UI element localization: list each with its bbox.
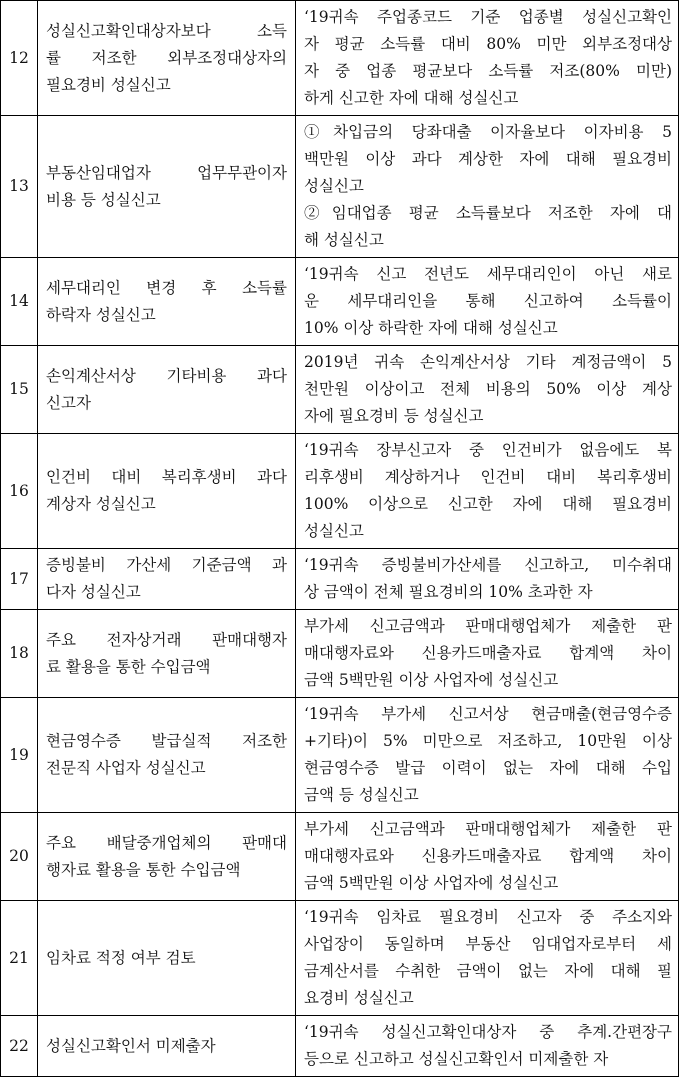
item-description-line: 100% 이상으로 신고한 자에 대해 필요경비 (304, 495, 672, 513)
table-row (1, 258, 679, 346)
table-body (1, 1, 679, 1077)
item-title (38, 549, 296, 610)
item-description-line: 운 세무대리인을 통해 신고하여 소득률이 (304, 292, 672, 310)
row-number: 21 (1, 901, 38, 1016)
item-description-line: ①차입금의 당좌대출 이자율보다 이자비용 5 (304, 123, 672, 141)
item-title-line: 료 활용을 통한 수입금액 (46, 657, 211, 676)
item-description-line: 부가세 신고금액과 판매대행업체가 제출한 판 (304, 820, 672, 838)
item-title-line: 증빙불비 가산세 기준금액 과 (46, 556, 287, 574)
table-row (1, 813, 679, 901)
row-number: 12 (1, 1, 38, 116)
item-title-line: 신고자 (46, 393, 91, 412)
item-description-line: ②임대업종 평균 소득률보다 저조한 자에 대 (304, 204, 672, 222)
row-number: 14 (1, 258, 38, 346)
item-title-line: 주요 전자상거래 판매대행자 (46, 630, 287, 649)
item-title-line: 성실신고확인대상자보다 소득 (46, 21, 287, 40)
item-description-line: ‘19귀속 장부신고자 중 인건비가 없음에도 복 (304, 441, 672, 459)
item-description-line: 요경비 성실신고 (304, 989, 414, 1007)
row-number: 22 (1, 1016, 38, 1077)
item-description-line: 자 평균 소득률 대비 80% 미만 외부조정대상 (304, 35, 672, 53)
item-description-line: 성실신고 (304, 522, 364, 540)
item-description-line: ‘19귀속 임차료 필요경비 신고자 중 주소지와 (304, 908, 672, 926)
item-title-line: 부동산임대업자 업무무관이자 (46, 163, 287, 182)
table-row (1, 1, 679, 116)
item-title-line: 비용 등 성실신고 (46, 190, 161, 209)
table-row (1, 901, 679, 1016)
item-description (296, 258, 679, 346)
item-title-line: 필요경비 성실신고 (46, 75, 171, 94)
item-description-line: 매대행자료와 신용카드매출자료 합계액 차이 (304, 644, 672, 662)
item-title (38, 698, 296, 813)
item-title (38, 610, 296, 698)
item-description-line: 현금영수증 발급 이력이 없는 자에 대해 수입 (304, 759, 672, 777)
item-description (296, 116, 679, 258)
item-title (38, 258, 296, 346)
item-description-line: 리후생비 계상하거나 인건비 대비 복리후생비 (304, 468, 672, 486)
item-description-line: 10% 이상 하락한 자에 대해 성실신고 (304, 319, 558, 337)
item-title-line: 현금영수증 발급실적 저조한 (46, 732, 287, 750)
item-description (296, 434, 679, 549)
item-title (38, 434, 296, 549)
item-description (296, 1016, 679, 1077)
table-row (1, 698, 679, 813)
row-number: 18 (1, 610, 38, 698)
item-title-line: 행자료 활용을 통한 수입금액 (46, 860, 241, 879)
item-title (38, 1016, 296, 1077)
item-description-line: ‘19귀속 성실신고확인대상자 중 추계.간편장구 (304, 1023, 672, 1041)
item-description-line: 해 성실신고 (304, 231, 384, 249)
item-description-line: 금계산서를 수취한 금액이 없는 자에 대해 필 (304, 962, 672, 980)
item-description-line: 천만원 이상이고 전체 비용의 50% 이상 계상 (304, 380, 672, 398)
item-description (296, 813, 679, 901)
item-title (38, 346, 296, 434)
item-title-line: 손익계산서상 기타비용 과다 (46, 366, 287, 385)
item-description-line: 금액 5백만원 이상 사업자에 성실신고 (304, 671, 559, 689)
table-row (1, 346, 679, 434)
row-number: 19 (1, 698, 38, 813)
item-title (38, 116, 296, 258)
item-title-line: 계상자 성실신고 (46, 495, 156, 513)
item-description-line: ‘19귀속 증빙불비가산세를 신고하고, 미수취대 (304, 556, 672, 574)
item-description (296, 1, 679, 116)
item-description-line: ‘19귀속 부가세 신고서상 현금매출(현금영수증 (304, 705, 672, 723)
item-description-line: 부가세 신고금액과 판매대행업체가 제출한 판 (304, 617, 672, 635)
item-description-line: 백만원 이상 과다 계상한 자에 대해 필요경비 (304, 150, 672, 168)
item-description (296, 346, 679, 434)
row-number: 20 (1, 813, 38, 901)
row-number: 15 (1, 346, 38, 434)
item-description (296, 901, 679, 1016)
table-row (1, 610, 679, 698)
item-description-line: 금액 등 성실신고 (304, 786, 419, 804)
item-description-line: 매대행자료와 신용카드매출자료 합계액 차이 (304, 847, 672, 865)
table-row (1, 1016, 679, 1077)
item-description (296, 610, 679, 698)
item-description-line: 성실신고 (304, 177, 364, 195)
item-title-line: 전문직 사업자 성실신고 (46, 759, 206, 777)
item-title-line: 하락자 성실신고 (46, 305, 156, 324)
item-title-line: 임차료 적정 여부 검토 (46, 948, 196, 967)
item-description-line: 자에 필요경비 등 성실신고 (304, 407, 484, 425)
item-title (38, 1, 296, 116)
item-description-line: 금액 5백만원 이상 사업자에 성실신고 (304, 874, 559, 892)
item-title-line: 성실신고확인서 미제출자 (46, 1036, 216, 1055)
item-description-line: ‘19귀속 신고 전년도 세무대리인이 아닌 새로 (304, 265, 672, 283)
table-row (1, 116, 679, 258)
item-title-line: 다자 성실신고 (46, 583, 141, 601)
item-description-line: 등으로 신고하고 성실신고확인서 미제출한 자 (304, 1050, 609, 1068)
item-description-line: ‘19귀속 주업종코드 기준 업종별 성실신고확인 (304, 8, 672, 26)
item-description-line: 상 금액이 전체 필요경비의 10% 초과한 자 (304, 583, 593, 601)
item-title-line: 주요 배달중개업체의 판매대 (46, 833, 287, 852)
item-description-line: 자 중 업종 평균보다 소득률 저조(80% 미만) (304, 62, 672, 80)
item-title (38, 901, 296, 1016)
item-title-line: 인건비 대비 복리후생비 과다 (46, 468, 287, 486)
item-description-line: 하게 신고한 자에 대해 성실신고 (304, 89, 519, 107)
row-number: 13 (1, 116, 38, 258)
table-row (1, 549, 679, 610)
item-description-line: +기타)이 5% 미만으로 저조하고, 10만원 이상 (304, 732, 672, 750)
item-description (296, 698, 679, 813)
table-row (1, 434, 679, 549)
item-title (38, 813, 296, 901)
row-number: 16 (1, 434, 38, 549)
item-description (296, 549, 679, 610)
row-number: 17 (1, 549, 38, 610)
item-description-line: 사업장이 동일하며 부동산 임대업자로부터 세 (304, 935, 672, 953)
item-title-line: 세무대리인 변경 후 소득률 (46, 278, 287, 297)
item-description-line: 2019년 귀속 손익계산서상 기타 계정금액이 5 (304, 353, 672, 371)
item-title-line: 률 저조한 외부조정대상자의 (46, 48, 287, 67)
